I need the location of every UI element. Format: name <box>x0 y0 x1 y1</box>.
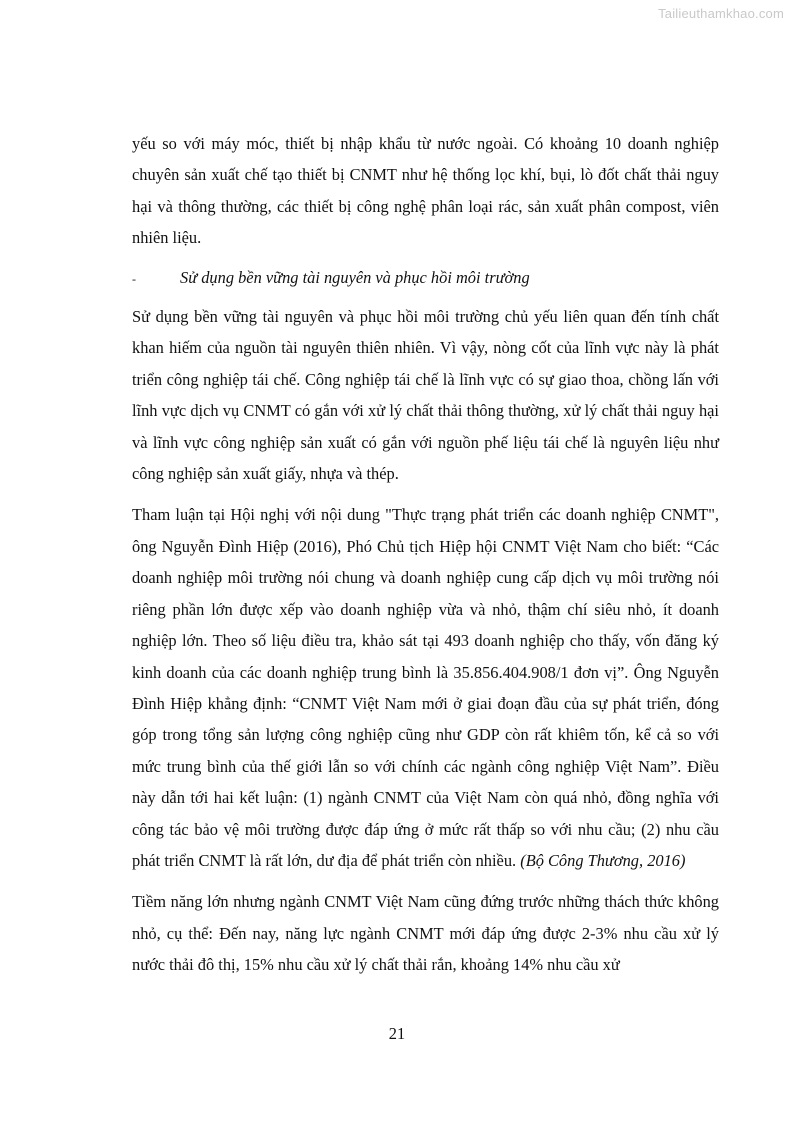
paragraph-3 <box>132 499 719 876</box>
document-body <box>132 128 719 981</box>
paragraph-1: yếu so với máy móc, thiết bị nhập khẩu từ nước ngoài. Có khoảng 10 doanh nghiệp chuyên sản xuất chế tạo thiết bị CNMT như hệ thống lọc khí, bụi, lò đốt chất thải nguy hại và thông thường, các thiết bị công nghệ phân loại rác, sản xuất phân compost, viên nhiên liệu. <box>132 134 719 248</box>
page-number: 21 <box>388 1024 406 1043</box>
paragraph-4: Tiềm năng lớn nhưng ngành CNMT Việt Nam cũng đứng trước những thách thức không nhỏ, cụ thể: Đến nay, năng lực ngành CNMT mới đáp ứng được 2-3% nhu cầu xử lý nước thải đô thị, 15% nhu cầu xử lý chất thải rắn, khoảng 14% nhu cầu xử <box>132 892 719 975</box>
citation: (Bộ Công Thương, 2016) <box>520 850 686 870</box>
paragraph-2: Sử dụng bền vững tài nguyên và phục hồi môi trường chủ yếu liên quan đến tính chất khan hiếm của nguồn tài nguyên thiên nhiên. Vì vậy, nòng cốt của lĩnh vực này là phát triển công nghiệp tái chế. Công nghiệp tái chế là lĩnh vực có sự giao thoa, chồng lấn với lĩnh vực dịch vụ CNMT có gắn với xử lý chất thải thông thường, xử lý chất thải nguy hại và lĩnh vực công nghiệp sản xuất có gắn với nguồn phế liệu tái chế là nguyên liệu như công nghiệp sản xuất giấy, nhựa và thép. <box>132 307 719 484</box>
watermark-text: Tailieuthamkhao.com <box>658 6 784 21</box>
bullet-dash: - <box>132 271 136 286</box>
bullet-heading <box>132 262 719 295</box>
paragraph-3-text: Tham luận tại Hội nghị với nội dung "Thực trạng phát triển các doanh nghiệp CNMT", ông Nguyễn Đình Hiệp (2016), Phó Chủ tịch Hiệp hội CNMT Việt Nam cho biết: “Các doanh nghiệp môi trường nói chung và doanh nghiệp cung cấp dịch vụ môi trường nói riêng phần lớn được xếp vào doanh nghiệp vừa và nhỏ, thậm chí siêu nhỏ, ít doanh nghiệp lớn. Theo số liệu điều tra, khảo sát tại 493 doanh nghiệp cho thấy, vốn đăng ký kinh doanh của các doanh nghiệp trung bình là 35.856.404.908/1 đơn vị”. Ông Nguyễn Đình Hiệp khẳng định: “CNMT Việt Nam mới ở giai đoạn đầu của sự phát triển, đóng góp trong tổng sản lượng công nghiệp cũng như GDP còn rất khiêm tốn, kể cả so với mức trung bình của thế giới lẫn so với chính các ngành công nghiệp Việt Nam”. Điều này dẫn tới hai kết luận: (1) ngành CNMT của Việt Nam còn quá nhỏ, đồng nghĩa với công tác bảo vệ môi trường được đáp ứng ở mức rất thấp so với nhu cầu; (2) nhu cầu phát triển CNMT là rất lớn, dư địa để phát triển còn nhiều. <box>132 505 719 870</box>
section-heading-italic: Sử dụng bền vững tài nguyên và phục hồi môi trường <box>180 267 530 287</box>
